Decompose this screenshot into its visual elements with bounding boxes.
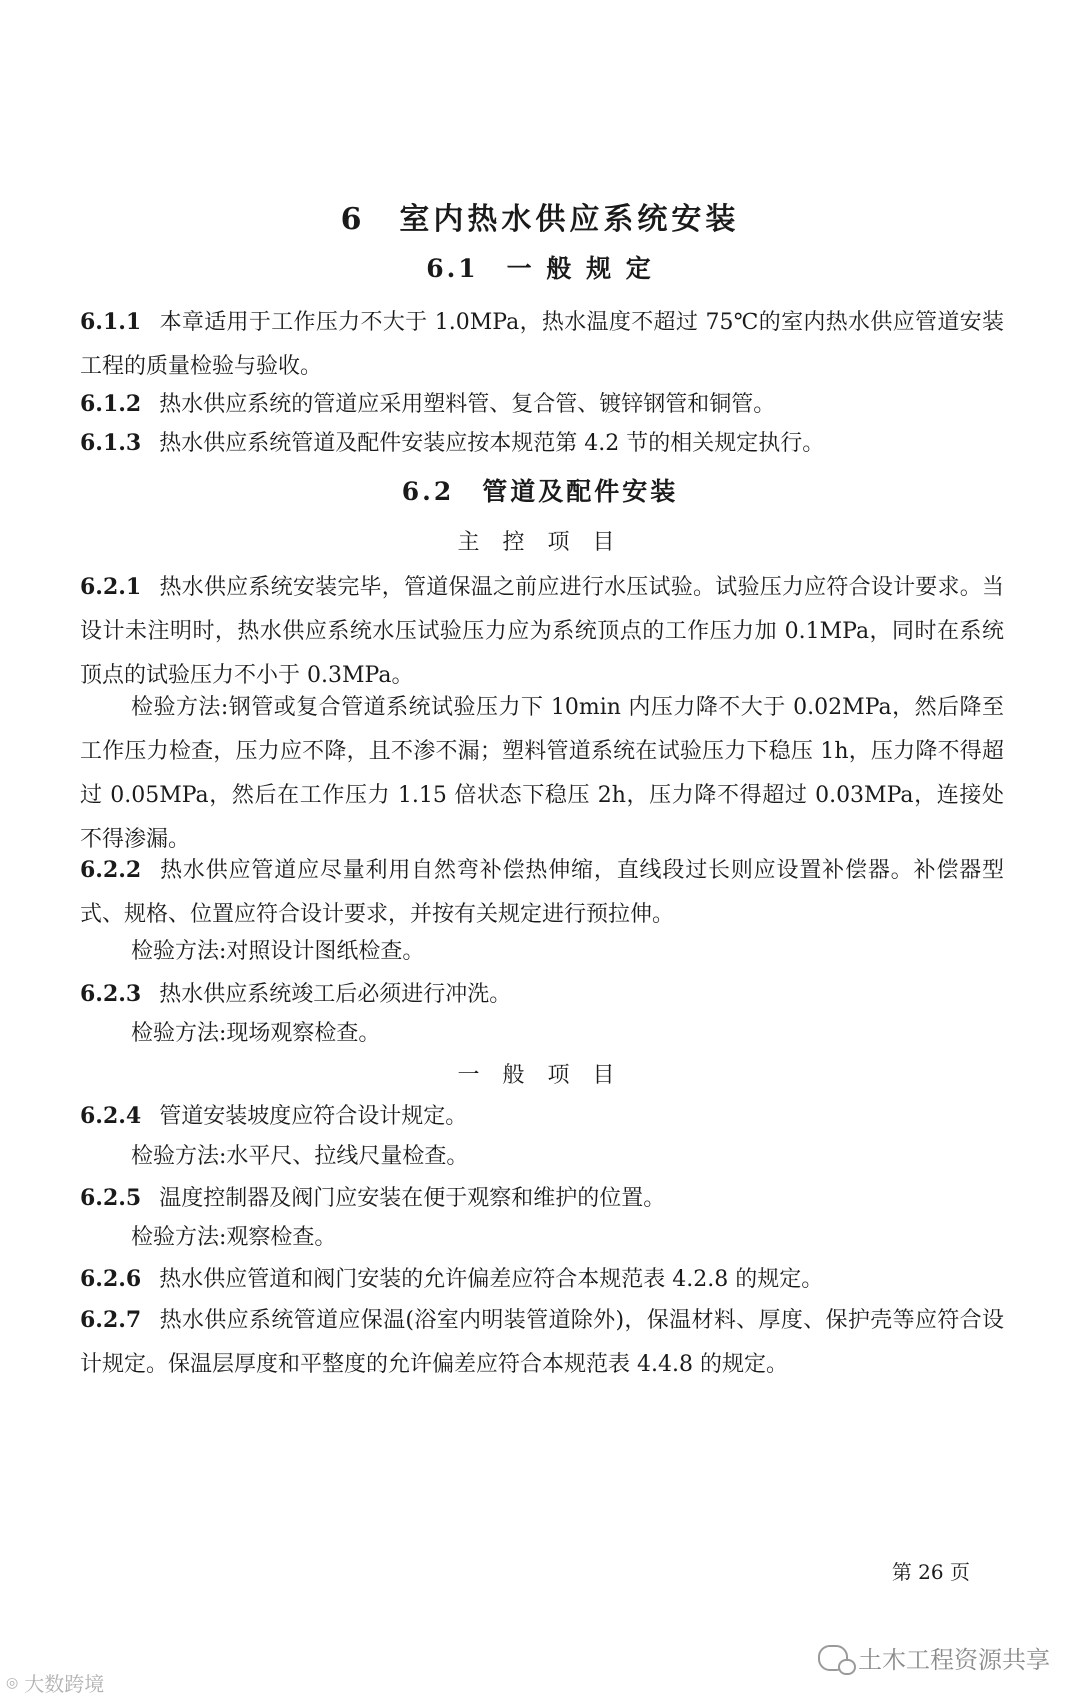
clause-6-2-5-method: 检验方法:观察检查。	[131, 1225, 337, 1250]
clause-6-2-1	[80, 565, 1004, 698]
clause-6-2-2	[80, 848, 1004, 937]
clause-6-2-4-method: 检验方法:水平尺、拉线尺量检查。	[131, 1144, 469, 1169]
chapter-title: 6 室内热水供应系统安装	[340, 202, 740, 237]
clause-text: 热水供应系统管道应保温(浴室内明装管道除外)，保温材料、厚度、保护壳等应符合设计规定。保温层厚度和平整度的允许偏差应符合本规范表 4.4.8 的规定。	[80, 1308, 1004, 1377]
watermark-right	[818, 1640, 1050, 1675]
clause-text: 热水供应管道应尽量利用自然弯补偿热伸缩，直线段过长则应设置补偿器。补偿器型式、规格、位置应符合设计要求，并按有关规定进行预拉伸。	[80, 858, 1004, 927]
clause-number: 6.1.2	[80, 391, 142, 417]
subhead-general-items: 一 般 项 目	[457, 1063, 623, 1088]
clause-number: 6.2.3	[80, 981, 142, 1007]
clause-text: 热水供应系统安装完毕，管道保温之前应进行水压试验。试验压力应符合设计要求。当设计未注明时，热水供应系统水压试验压力应为系统顶点的工作压力加 0.1MPa，同时在系统顶点的试验压力不小于 0.3MPa。	[80, 575, 1004, 688]
clause-number: 6.2.7	[80, 1307, 142, 1333]
clause-number: 6.2.6	[80, 1266, 142, 1292]
page-number: 第 26 页	[891, 1560, 970, 1584]
clause-6-2-1-method: 检验方法:钢管或复合管道系统试验压力下 10min 内压力降不大于 0.02MPa，然后降至工作压力检查，压力应不降，且不渗不漏；塑料管道系统在试验压力下稳压 1h，压力降不得超过 0.05MPa，然后在工作压力 1.15 倍状态下稳压 2h，压力降不得超过 0.03MPa，连接处不得渗漏。	[80, 695, 1004, 852]
watermark-left-text: 大数跨境	[24, 1672, 105, 1696]
clause-number: 6.2.1	[80, 574, 142, 600]
clause-6-2-4	[80, 1094, 1004, 1139]
clause-6-2-5	[80, 1176, 1004, 1221]
brand-logo-icon: ◎	[6, 1674, 19, 1691]
subhead-main-items: 主 控 项 目	[457, 530, 623, 555]
clause-number: 6.2.5	[80, 1185, 142, 1211]
clause-6-1-1	[80, 300, 1004, 389]
section-title-6-1: 6.1 一 般 规 定	[426, 254, 654, 283]
clause-text: 热水供应系统管道及配件安装应按本规范第 4.2 节的相关规定执行。	[159, 431, 825, 456]
clause-number: 6.1.3	[80, 430, 142, 456]
clause-6-2-3	[80, 972, 1004, 1017]
clause-text: 热水供应管道和阀门安装的允许偏差应符合本规范表 4.2.8 的规定。	[159, 1267, 824, 1292]
clause-number: 6.2.4	[80, 1103, 142, 1129]
clause-text: 热水供应系统的管道应采用塑料管、复合管、镀锌钢管和铜管。	[159, 392, 776, 417]
wechat-icon	[818, 1645, 848, 1671]
clause-text: 管道安装坡度应符合设计规定。	[159, 1104, 468, 1129]
watermark-right-text: 土木工程资源共享	[858, 1646, 1050, 1674]
clause-number: 6.1.1	[80, 309, 142, 335]
clause-number: 6.2.2	[80, 857, 142, 883]
clause-6-2-7	[80, 1298, 1004, 1387]
watermark-left	[6, 1668, 104, 1697]
clause-6-2-2-method: 检验方法:对照设计图纸检查。	[131, 939, 425, 964]
clause-text: 热水供应系统竣工后必须进行冲洗。	[159, 982, 512, 1007]
clause-text: 本章适用于工作压力不大于 1.0MPa，热水温度不超过 75℃的室内热水供应管道安装工程的质量检验与验收。	[80, 310, 1004, 379]
clause-text: 温度控制器及阀门应安装在便于观察和维护的位置。	[159, 1186, 666, 1211]
clause-6-2-6	[80, 1257, 1004, 1302]
clause-6-1-3	[80, 421, 1004, 466]
section-title-6-2: 6.2 管道及配件安装	[401, 477, 679, 506]
clause-6-2-3-method: 检验方法:现场观察检查。	[131, 1021, 381, 1046]
